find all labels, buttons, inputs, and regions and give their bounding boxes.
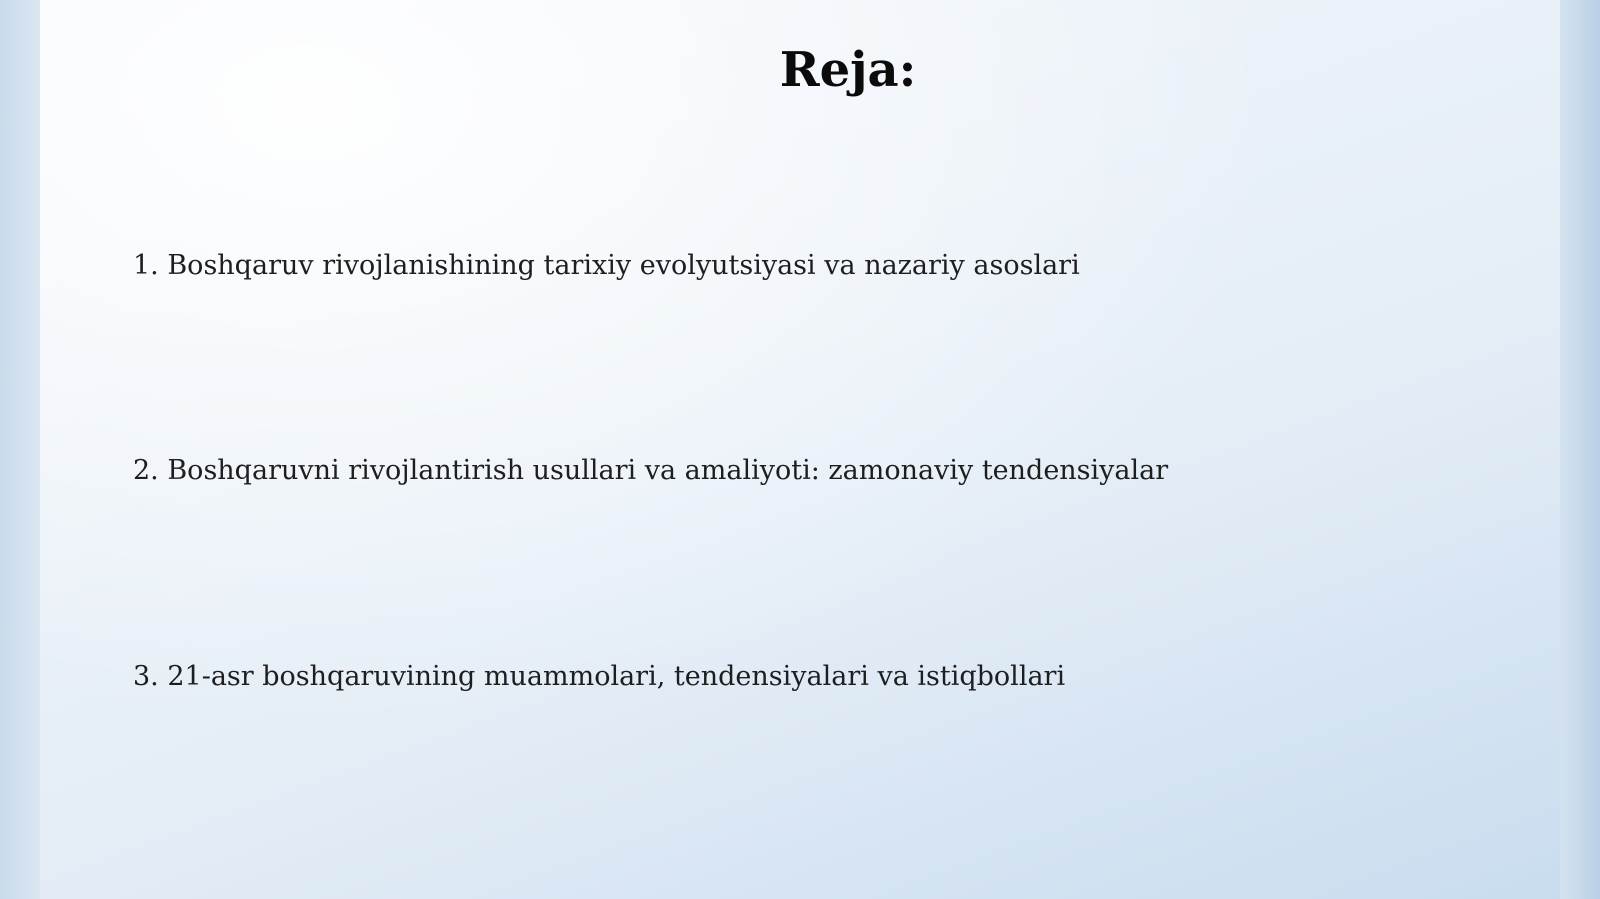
plan-item-1: 1. Boshqaruv rivojlanishining tarixiy evolyutsiyasi va nazariy asoslari (133, 250, 1080, 281)
plan-item-3: 3. 21-asr boshqaruvining muammolari, tendensiyalari va istiqbollari (133, 661, 1066, 692)
plan-item-2: 2. Boshqaruvni rivojlantirish usullari va amaliyoti: zamonaviy tendensiyalar (133, 455, 1169, 486)
slide (40, 0, 1560, 899)
slide-title: Reja: (779, 42, 917, 98)
